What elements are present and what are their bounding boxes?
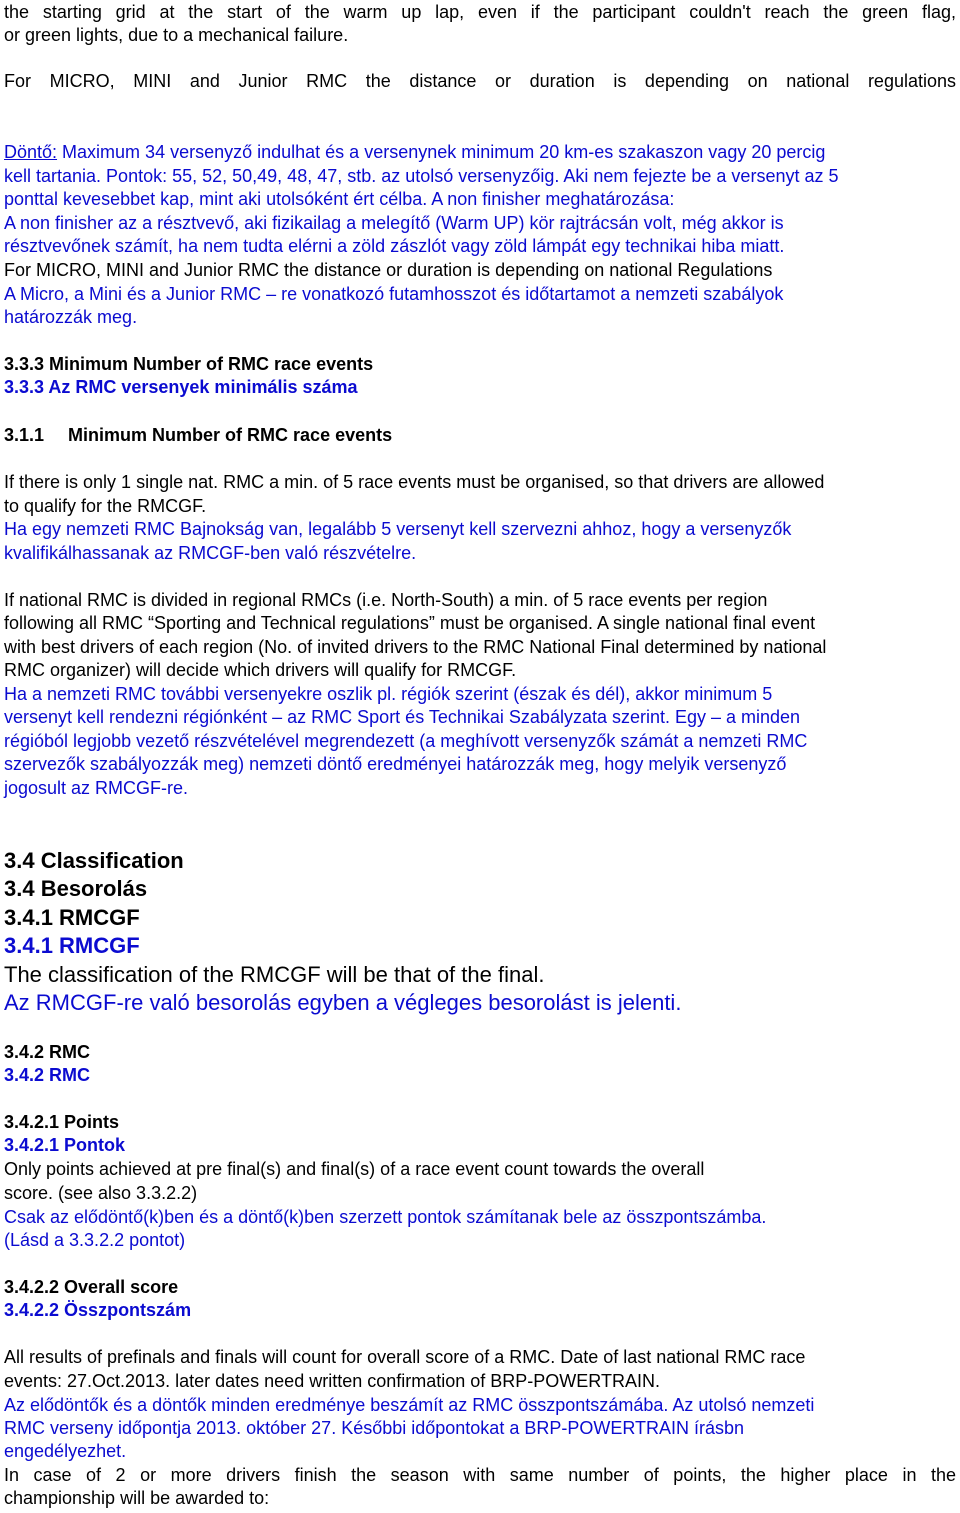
donto-line-7: A Micro, a Mini és a Junior RMC – re vonatkozó futamhosszot és időtartamot a nemzeti szabályok [4, 284, 784, 304]
donto-label: Döntő: [4, 142, 58, 162]
heading-341-hu: 3.4.1 RMCGF [4, 933, 140, 958]
points-hu-line-1: Csak az elődöntő(k)ben és a döntő(k)ben szerzett pontok számítanak bele az összpontszámba. [4, 1207, 767, 1227]
points-hu-line-2: (Lásd a 3.3.2.2 pontot) [4, 1230, 186, 1250]
s311-p2hu-line-3: régióból legjobb vezető részvételével megrendezett (a meghívott versenyzők számát a nemzeti RMC [4, 731, 808, 751]
donto-line-8: határozzák meg. [4, 307, 138, 327]
tie-line-2: championship will be awarded to: [4, 1488, 270, 1508]
non-finisher-heading: A non finisher meghatározása: [427, 189, 675, 209]
heading-333-hu: 3.3.3 Az RMC versenyek minimális száma [4, 377, 358, 397]
s311-p2-line-4: RMC organizer) will decide which drivers will qualify for RMCGF. [4, 660, 517, 680]
heading-311-number: 3.1.1 [4, 425, 45, 445]
donto-line-1 [4, 140, 825, 164]
overall-hu-line-2: RMC verseny időpontja 2013. október 27. Későbbi időpontokat a BRP-POWERTRAIN írásbn [4, 1418, 745, 1438]
intro-line-1: the starting grid at the start of the warm up lap, even if the participant couldn't reach the green flag, [4, 2, 956, 22]
donto-line-6: For MICRO, MINI and Junior RMC the distance or duration is depending on national Regulations [4, 260, 773, 280]
heading-341-en: 3.4.1 RMCGF [4, 905, 140, 930]
s311-p1-line-1: If there is only 1 single nat. RMC a min. of 5 race events must be organised, so that drivers are allowed [4, 472, 825, 492]
s311-p1-line-2: to qualify for the RMCGF. [4, 496, 207, 516]
donto-line-4: A non finisher az a résztvevő, aki fizikailag a melegítő (Warm UP) kör rajtrácsán volt, még akkor is [4, 213, 784, 233]
donto-line-3a: ponttal kevesebbet kap, mint aki utolsóként ért célba. [4, 189, 428, 209]
tie-line-1: In case of 2 or more drivers finish the season with same number of points, the higher place in the [4, 1465, 956, 1485]
s311-p2-line-1: If national RMC is divided in regional RMCs (i.e. North-South) a min. of 5 race events per region [4, 590, 768, 610]
points-line-2: score. (see also 3.3.2.2) [4, 1183, 198, 1203]
micro-regulation-en: For MICRO, MINI and Junior RMC the distance or duration is depending on national regulations [4, 71, 956, 91]
donto-line-2: kell tartania. Pontok: 55, 52, 50,49, 48, 47, stb. az utolsó versenyzőig. Aki nem fejezte be a versenyt az 5 [4, 166, 839, 186]
s311-p2hu-line-1: Ha a nemzeti RMC további versenyekre oszlik pl. régiók szerint (észak és dél), akkor minimum 5 [4, 684, 773, 704]
classification-text-en: The classification of the RMCGF will be that of the final. [4, 962, 545, 987]
overall-hu-line-1: Az elődöntők és a döntők minden eredménye beszámít az RMC összpontszámába. Az utolsó nemzeti [4, 1395, 815, 1415]
points-line-1: Only points achieved at pre final(s) and final(s) of a race event count towards the overall [4, 1159, 705, 1179]
s311-p1hu-line-2: kvalifikálhassanak az RMCGF-ben való részvételre. [4, 543, 417, 563]
s311-p1hu-line-1: Ha egy nemzeti RMC Bajnokság van, legalább 5 versenyt kell szervezni ahhoz, hogy a versenyzők [4, 519, 792, 539]
heading-342-hu: 3.4.2 RMC [4, 1065, 91, 1085]
donto-line-1-text: Maximum 34 versenyző indulhat és a versenynek minimum 20 km-es szakaszon vagy 20 percig [57, 142, 826, 162]
heading-3422-hu: 3.4.2.2 Összpontszám [4, 1300, 192, 1320]
heading-342-en: 3.4.2 RMC [4, 1042, 91, 1062]
donto-line-5: résztvevőnek számít, ha nem tudta elérni a zöld zászlót vagy zöld lámpát egy technikai hiba miatt. [4, 236, 785, 256]
s311-p2hu-line-5: jogosult az RMCGF-re. [4, 778, 189, 798]
donto-line-3 [4, 187, 674, 211]
heading-333-en: 3.3.3 Minimum Number of RMC race events [4, 354, 374, 374]
heading-3421-hu: 3.4.2.1 Pontok [4, 1135, 126, 1155]
heading-34-hu: 3.4 Besorolás [4, 876, 148, 901]
s311-p2-line-2: following all RMC “Sporting and Technical regulations” must be organised. A single national final event [4, 613, 816, 633]
heading-311-title: Minimum Number of RMC race events [68, 425, 393, 445]
heading-311 [4, 423, 392, 447]
s311-p2hu-line-4: szervezők szabályozzák meg) nemzeti döntő eredményei határozzák meg, hogy melyik versenyző [4, 754, 787, 774]
overall-hu-line-3: engedélyezhet. [4, 1441, 127, 1461]
heading-3422-en: 3.4.2.2 Overall score [4, 1277, 179, 1297]
overall-line-1: All results of prefinals and finals will count for overall score of a RMC. Date of last national RMC race [4, 1347, 806, 1367]
s311-p2-line-3: with best drivers of each region (No. of invited drivers to the RMC National Final determined by national [4, 637, 827, 657]
heading-3421-en: 3.4.2.1 Points [4, 1112, 120, 1132]
overall-line-2: events: 27.Oct.2013. later dates need written confirmation of BRP-POWERTRAIN. [4, 1371, 660, 1391]
s311-p2hu-line-2: versenyt kell rendezni régiónként – az RMC Sport és Technikai Szabályzata szerint. Egy – a minden [4, 707, 801, 727]
classification-text-hu: Az RMCGF-re való besorolás egyben a végleges besorolást is jelenti. [4, 990, 682, 1015]
intro-line-2: or green lights, due to a mechanical failure. [4, 25, 349, 45]
heading-34-en: 3.4 Classification [4, 848, 184, 873]
